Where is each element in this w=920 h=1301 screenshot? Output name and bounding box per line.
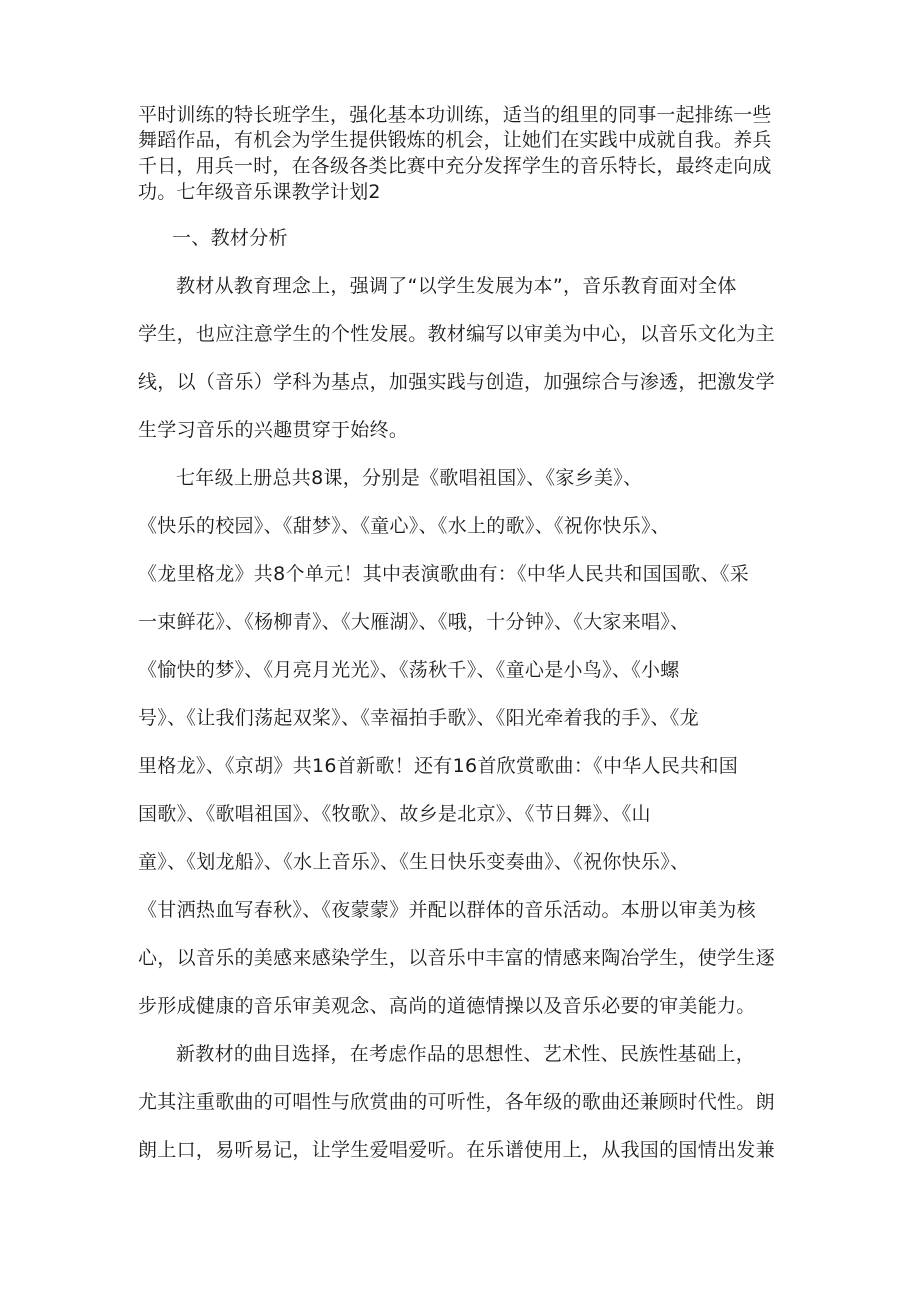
paragraph-line: 号》、《让我们荡起双桨》、《幸福拍手歌》、《阳光牵着我的手》、《龙 <box>138 707 699 729</box>
section-heading: 一、教材分析 <box>172 227 288 249</box>
paragraph-line: 《愉快的梦》、《月亮月光光》、《荡秋千》、《童心是小鸟》、《小螺 <box>138 659 680 681</box>
paragraph-line: 功。七年级音乐课教学计划2 <box>138 181 381 203</box>
paragraph-line: 心，以音乐的美感来感染学生，以音乐中丰富的情感来陶冶学生，使学生逐 <box>138 947 775 969</box>
paragraph-line: 童》、《划龙船》、《水上音乐》、《生日快乐变奏曲》、《祝你快乐》、 <box>138 851 690 873</box>
paragraph-line: 生学习音乐的兴趣贯穿于始终。 <box>138 419 409 441</box>
paragraph-line: 平时训练的特长班学生，强化基本功训练，适当的组里的同事一起排练一些 <box>138 104 772 126</box>
paragraph-line: 尤其注重歌曲的可唱性与欣赏曲的可听性，各年级的歌曲还兼顾时代性。朗 <box>138 1091 775 1113</box>
paragraph-line: 千日，用兵一时，在各级各类比赛中充分发挥学生的音乐特长，最终走向成 <box>138 155 772 177</box>
paragraph-line: 教材从教育理念上，强调了“以学生发展为本”，音乐教育面对全体 <box>176 275 737 297</box>
paragraph-line: 朗上口，易听易记，让学生爱唱爱听。在乐谱使用上，从我国的国情出发兼 <box>138 1139 775 1161</box>
paragraph-line: 国歌》、《歌唱祖国》、《牧歌》、故乡是北京》、《节日舞》、《山 <box>138 803 651 825</box>
paragraph-line: 步形成健康的音乐审美观念、高尚的道德情操以及音乐必要的审美能力。 <box>138 995 756 1017</box>
paragraph-line: 七年级上册总共8课，分别是《歌唱祖国》、《家乡美》、 <box>176 467 643 489</box>
paragraph-line: 学生，也应注意学生的个性发展。教材编写以审美为中心，以音乐文化为主 <box>138 323 775 345</box>
paragraph-line: 一束鲜花》、《杨柳青》、《大雁湖》、《哦，十分钟》、《大家来唱》、 <box>138 611 690 633</box>
paragraph-line: 《快乐的校园》、《甜梦》、《童心》、《水上的歌》、《祝你快乐》、 <box>138 515 671 537</box>
paragraph-line: 舞蹈作品，有机会为学生提供锻炼的机会，让她们在实践中成就自我。养兵 <box>138 129 772 151</box>
paragraph-line: 《甘洒热血写春秋》、《夜蒙蒙》并配以群体的音乐活动。本册以审美为核 <box>138 899 756 921</box>
paragraph-line: 里格龙》、《京胡》共16首新歌！还有16首欣赏歌曲：《中华人民共和国 <box>138 755 739 777</box>
paragraph-line: 《龙里格龙》共8个单元！其中表演歌曲有：《中华人民共和国国歌、《采 <box>138 563 749 585</box>
paragraph-line: 线，以（音乐）学科为基点，加强实践与创造，加强综合与渗透，把激发学 <box>138 371 775 393</box>
paragraph-line: 新教材的曲目选择，在考虑作品的思想性、艺术性、民族性基础上， <box>176 1043 756 1065</box>
